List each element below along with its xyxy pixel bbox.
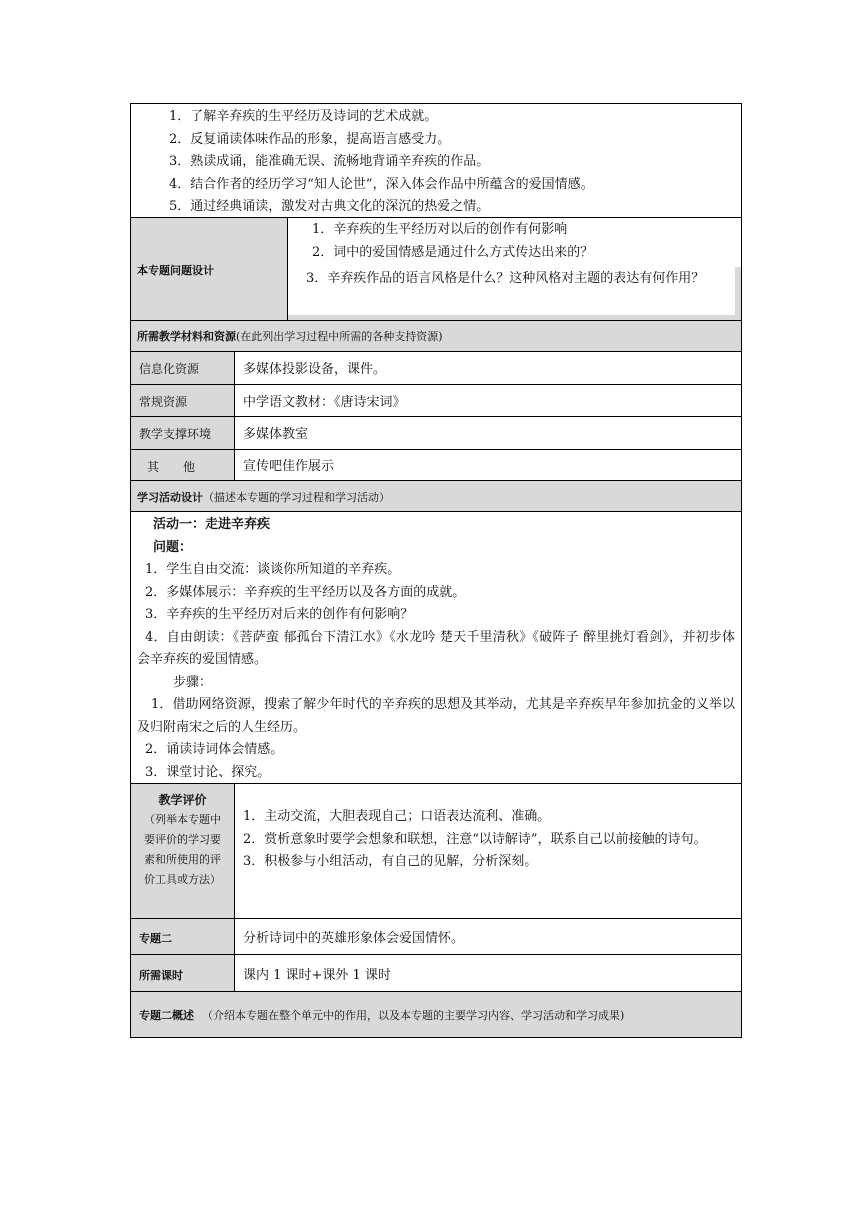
questions-block	[130, 218, 742, 321]
question-item: 2．词中的爱国情感是通过什么方式传达出来的？	[312, 244, 594, 260]
activity-header	[130, 481, 742, 512]
overview-text	[139, 1007, 624, 1023]
objective-item: 4．结合作者的经历学习“知人论世”，深入体会作品中所蕴含的爱国情感。	[169, 176, 594, 192]
activity-step: 1．借助网络资源，搜索了解少年时代的辛弃疾的思想及其举动，尤其是辛弃疾早年参加抗金的义举以及归附南宋之后的人生经历。	[137, 697, 735, 735]
activity-step: 2．诵读诗词体会情感。	[145, 742, 284, 757]
overview-note: （介绍本专题在整个单元中的作用，以及本专题的主要学习内容、学习活动和学习成果)	[202, 1009, 625, 1022]
materials-row-value: 多媒体教室	[243, 427, 309, 442]
materials-row-value: 中学语文教材：《唐诗宋词》	[243, 395, 406, 410]
activity-question: 2．多媒体展示：辛弃疾的生平经历以及各方面的成就。	[145, 584, 466, 600]
materials-row-value: 宣传吧佳作展示	[243, 459, 335, 474]
questions-top-cell	[288, 218, 741, 267]
hours-value: 课内 1 课时+课外 1 课时	[243, 968, 391, 983]
activity-question: 4．自由朗读：《菩萨蛮 郁孤台下清江水》《水龙吟 楚天千里清秋》《破阵子 醉里挑灯看剑》，并初步体会辛弃疾的爱国情感。	[137, 629, 735, 667]
activity-step: 3．课堂讨论、探究。	[145, 764, 271, 780]
question-item: 3．辛弃疾作品的语言风格是什么？这种风格对主题的表达有何作用？	[306, 271, 705, 286]
materials-row	[130, 417, 742, 450]
activity-header-title: 学习活动设计	[137, 491, 203, 504]
materials-header-title: 所需教学材料和资源	[137, 330, 236, 343]
evaluation-item: 1．主动交流，大胆表现自己；口语表达流利、准确。	[243, 809, 551, 824]
materials-header	[130, 321, 742, 352]
hours-label: 所需课时	[131, 955, 235, 991]
objective-item: 3．熟读成诵，能准确无误、流畅地背诵辛弃疾的作品。	[169, 154, 490, 169]
materials-row-value: 多媒体投影设备，课件。	[243, 362, 387, 377]
activity-title: 活动一：走进辛弃疾	[153, 517, 271, 532]
activity-steps-label: 步骤：	[173, 674, 213, 690]
activity-question: 1．学生自由交流：谈谈你所知道的辛弃疾。	[145, 562, 401, 577]
materials-row	[130, 450, 742, 481]
evaluation-item: 2．赏析意象时要学会想象和联想，注意“以诗解诗”，联系自己以前接触的诗句。	[243, 831, 707, 847]
activity-header-text	[137, 489, 390, 505]
overview-label: 专题二概述	[139, 1009, 194, 1022]
evaluation-block	[130, 784, 742, 919]
materials-row	[130, 352, 742, 385]
objective-item: 5．通过经典诵读，激发对古典文化的深沉的热爱之情。	[169, 199, 490, 214]
objective-item: 2．反复诵读体味作品的形象，提高语言感受力。	[169, 131, 451, 147]
questions-label: 本专题问题设计	[137, 264, 214, 277]
evaluation-item: 3．积极参与小组活动，有自己的见解，分析深刻。	[243, 854, 538, 869]
lesson-plan-table	[130, 103, 742, 1038]
activity-question-label: 问题：	[153, 539, 193, 555]
materials-row-label: 常规资源	[131, 385, 235, 416]
materials-header-text	[137, 328, 443, 344]
evaluation-note: （列举本专题中要评价的学习要素和所使用的评价工具或方法）	[144, 813, 221, 886]
questions-bottom-cell	[288, 267, 735, 315]
materials-header-note: (在此列出学习过程中所需的各种支持资源)	[236, 330, 443, 343]
topic2-label: 专题二	[131, 919, 235, 954]
activity-question: 3．辛弃疾的生平经历对后来的创作有何影响？	[145, 607, 414, 622]
materials-row-label: 教学支撑环境	[131, 417, 235, 449]
topic2-row	[130, 919, 742, 955]
topic2-value: 分析诗词中的英雄形象体会爱国情怀。	[243, 931, 465, 946]
objectives-block	[130, 103, 742, 218]
activity-header-note: （描述本专题的学习过程和学习活动）	[203, 491, 390, 504]
materials-row-label: 其 他	[131, 450, 235, 480]
evaluation-label-cell	[131, 784, 235, 918]
materials-row-label: 信息化资源	[131, 352, 235, 384]
objective-item: 1．了解辛弃疾的生平经历及诗词的艺术成就。	[169, 109, 438, 124]
materials-row	[130, 385, 742, 417]
hours-row	[130, 955, 742, 992]
overview-header	[130, 992, 742, 1038]
question-item: 1．辛弃疾的生平经历对以后的创作有何影响	[312, 222, 568, 237]
evaluation-label: 教学评价	[158, 793, 207, 807]
activity-body	[130, 512, 742, 784]
